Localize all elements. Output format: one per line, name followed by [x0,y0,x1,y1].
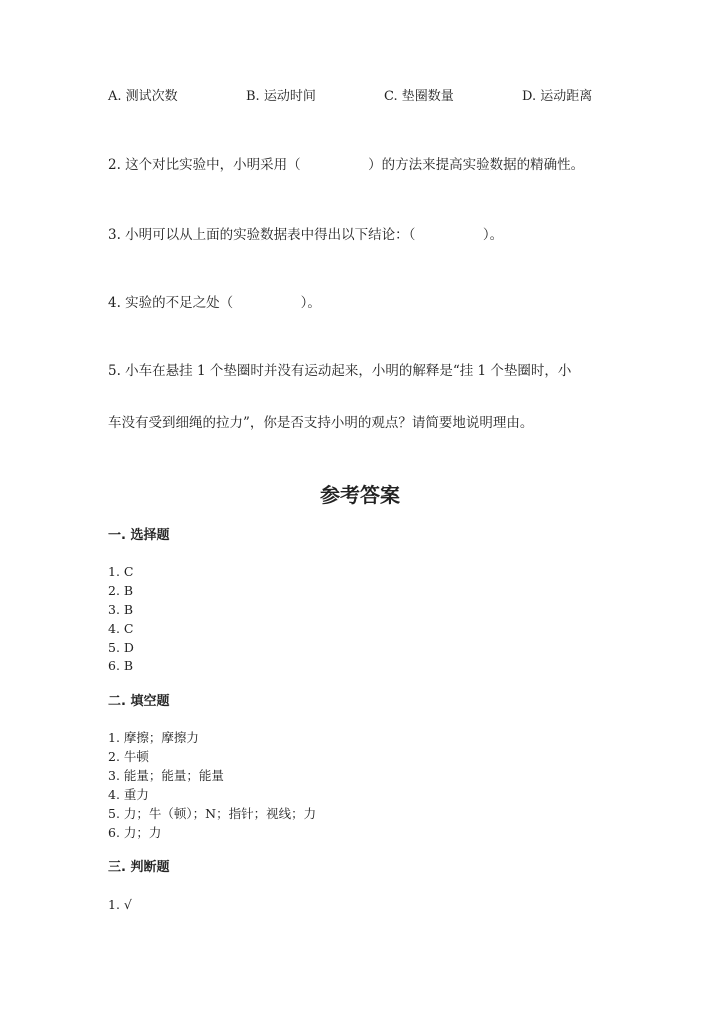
answer-item: 6. 力；力 [108,825,162,840]
answer-item: 3. B [108,602,134,617]
question-5-line-1: 5. 小车在悬挂 1 个垫圈时并没有运动起来，小明的解释是“挂 1 个垫圈时，小 [108,363,572,379]
option-c: C. 垫圈数量 [384,89,454,104]
question-3: 3. 小明可以从上面的实验数据表中得出以下结论：（ ）。 [108,227,504,243]
answer-item: 6. B [108,658,134,673]
answer-item: 1. 摩擦；摩擦力 [108,730,199,745]
answer-item: 5. 力；牛（顿）；N；指针；视线；力 [108,806,317,821]
option-a: A. 测试次数 [108,89,178,104]
question-4: 4. 实验的不足之处（ ）。 [108,295,321,311]
answer-item: 2. 牛顿 [108,749,149,764]
section-heading-fill: 二. 填空题 [108,694,170,709]
section-heading-choice: 一. 选择题 [108,528,170,543]
question-2: 2. 这个对比实验中，小明采用（ ）的方法来提高实验数据的精确性。 [108,157,585,173]
answer-item: 1. √ [108,897,132,912]
question-5-line-2: 车没有受到细绳的拉力”，你是否支持小明的观点？请简要地说明理由。 [108,415,534,431]
answer-key-title: 参考答案 [320,483,400,507]
answer-item: 4. C [108,621,134,636]
option-d: D. 运动距离 [522,89,593,104]
answer-item: 4. 重力 [108,787,149,802]
answer-item: 1. C [108,564,134,579]
answer-item: 5. D [108,640,134,655]
answer-item: 3. 能量；能量；能量 [108,768,224,783]
answer-item: 2. B [108,583,134,598]
option-b: B. 运动时间 [246,89,316,104]
section-heading-judge: 三. 判断题 [108,860,170,875]
